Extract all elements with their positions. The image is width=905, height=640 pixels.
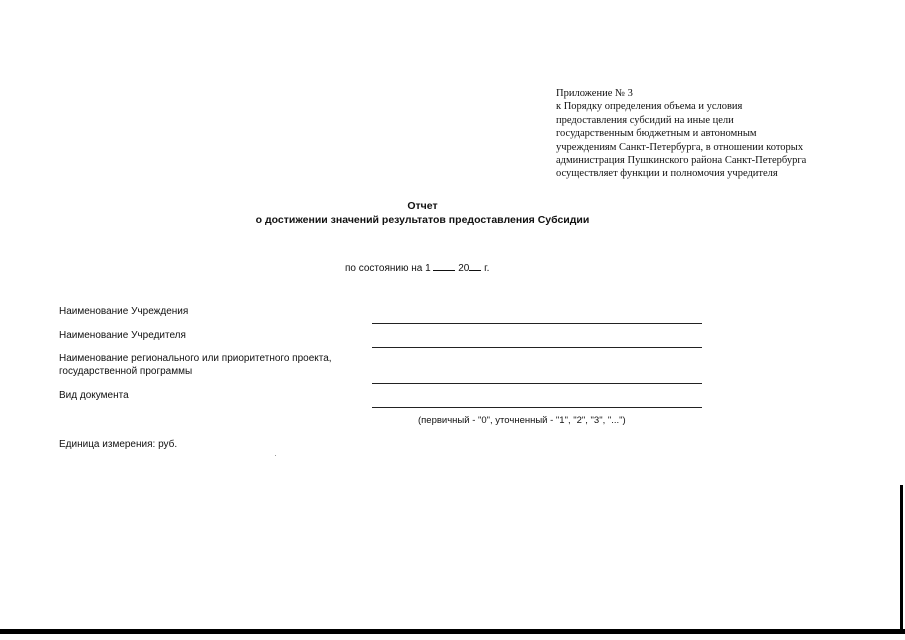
- unit-of-measure: Единица измерения: руб.: [59, 439, 178, 450]
- doc-type-label: Вид документа: [59, 390, 129, 401]
- institution-label: Наименование Учреждения: [59, 306, 189, 317]
- doc-type-hint: (первичный - "0", уточненный - "1", "2", "3", "..."): [418, 415, 626, 426]
- doc-type-field-line[interactable]: [372, 407, 702, 408]
- founder-field-line[interactable]: [372, 347, 702, 348]
- project-field-line[interactable]: [372, 383, 702, 384]
- appendix-line: учреждениям Санкт-Петербурга, в отношении которых: [556, 141, 804, 153]
- as-of-date: [345, 260, 489, 274]
- scan-speck: [275, 455, 276, 456]
- appendix-line: к Порядку определения объема и условия: [556, 101, 743, 113]
- project-label-line2: государственной программы: [59, 365, 193, 377]
- as-of-prefix: по состоянию на 1: [345, 263, 431, 274]
- project-label: [59, 353, 332, 378]
- appendix-line: администрация Пушкинского района Санкт-Петербурга: [556, 155, 807, 167]
- day-month-blank[interactable]: [433, 260, 455, 271]
- as-of-suffix: г.: [484, 263, 490, 274]
- appendix-line: осуществляет функции и полномочия учредителя: [556, 168, 778, 180]
- report-title: Отчет: [407, 200, 438, 212]
- appendix-line: государственным бюджетным и автономным: [556, 128, 757, 140]
- report-subtitle: о достижении значений результатов предоставления Субсидии: [255, 214, 590, 226]
- scan-right-edge: [900, 485, 903, 631]
- appendix-block: [556, 87, 856, 181]
- appendix-line: Приложение № 3: [556, 88, 633, 99]
- institution-field-line[interactable]: [372, 323, 702, 324]
- project-label-line1: Наименование регионального или приоритетного проекта,: [59, 353, 332, 364]
- scan-bottom-edge: [0, 629, 905, 634]
- appendix-line: предоставления субсидий на иные цели: [556, 114, 734, 126]
- founder-label: Наименование Учредителя: [59, 330, 186, 341]
- year-blank[interactable]: [469, 260, 481, 271]
- as-of-year-prefix: 20: [458, 263, 470, 274]
